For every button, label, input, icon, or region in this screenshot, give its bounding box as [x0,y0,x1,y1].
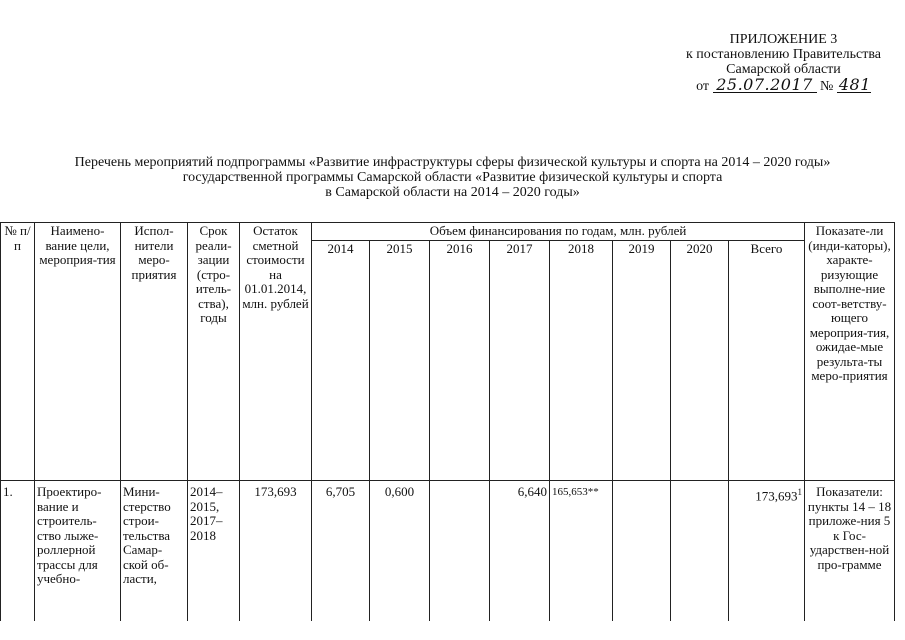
appendix-date-line [686,77,881,94]
header-num: № п/п [1,223,35,481]
header-executors: Испол-нители меро-приятия [121,223,188,481]
header-funding: Объем финансирования по годам, млн. рублей [312,223,805,241]
header-term: Срок реали-зации (стро-итель-ства), годы [188,223,240,481]
title-line-1: Перечень мероприятий подпрограммы «Развитие инфраструктуры сферы физической культуры и спорта на 2014 – 2020 годы» [74,155,831,170]
row-num: 1. [1,481,35,621]
row-total-footnote: 1 [797,487,802,497]
row-name: Проектиро-вание и строитель-ство лыже-роллерной трассы для учебно- [35,481,121,621]
row-term: 2014– 2015, 2017– 2018 [188,481,240,621]
row-2018: 165,653** [550,481,613,621]
appendix-region: Самарской области [726,62,841,77]
row-2017: 6,640 [490,481,550,621]
header-year: 2014 [312,241,370,481]
header-year: 2017 [490,241,550,481]
header-year: 2018 [550,241,613,481]
handwritten-date: 25.07.2017 [713,77,817,93]
document-title [0,155,905,200]
row-2014: 6,705 [312,481,370,621]
header-remaining-cost: Остаток сметной стоимости на 01.01.2014, млн. рублей [240,223,312,481]
header-total: Всего [729,241,805,481]
header-year: 2020 [671,241,729,481]
table-row [1,481,895,621]
row-executors: Мини-стерство строи-тельства Самар-ской об-ласти, [121,481,188,621]
header-name: Наимено-вание цели, мероприя-тия [35,223,121,481]
date-prefix: от [696,79,710,94]
appendix-header [686,32,881,94]
header-year: 2019 [613,241,671,481]
row-2020 [671,481,729,621]
handwritten-number: 481 [838,75,871,94]
appendix-title: ПРИЛОЖЕНИЕ 3 [729,32,838,47]
row-indicators: Показатели: пункты 14 – 18 приложе-ния 5 к Гос-ударствен-ной про-грамме [805,481,895,621]
row-total-value: 173,693 [755,488,798,504]
row-2015: 0,600 [370,481,430,621]
measures-table [0,222,895,621]
appendix-subtitle: к постановлению Правительства [685,47,881,62]
row-total [729,481,805,621]
header-indicators: Показате-ли (инди-каторы), характе-ризующие выполне-ние соот-ветству-ющего мероприя-тия, ожидае-мые результа-ты меро-приятия [805,223,895,481]
header-year: 2016 [430,241,490,481]
header-year: 2015 [370,241,430,481]
row-2016 [430,481,490,621]
row-2019 [613,481,671,621]
row-remaining-cost: 173,693 [240,481,312,621]
title-line-2: государственной программы Самарской области «Развитие физической культуры и спорта [182,170,723,185]
title-line-3: в Самарской области на 2014 – 2020 годы» [325,185,580,200]
number-prefix: № [820,79,834,94]
